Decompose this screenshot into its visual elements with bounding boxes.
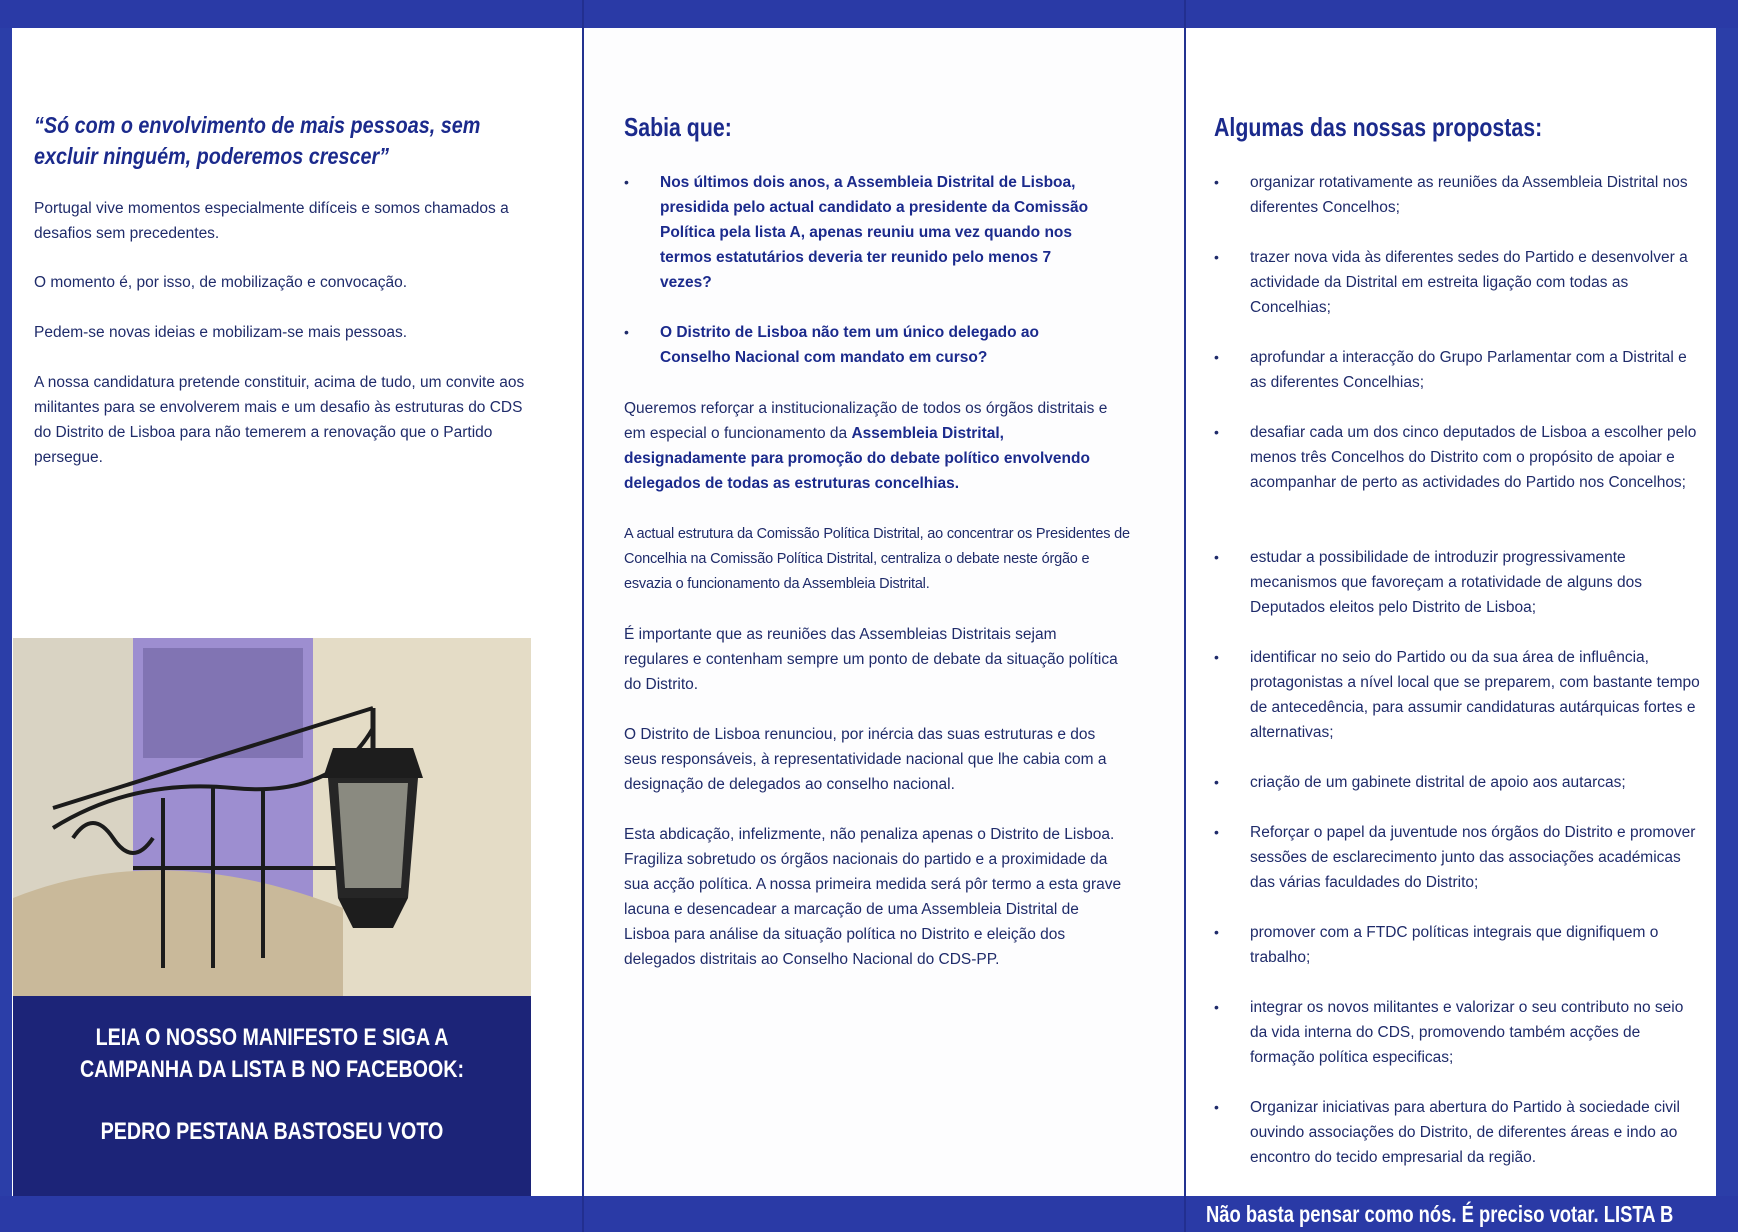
lantern-photo (13, 638, 531, 996)
propostas-title: Algumas das nossas propostas: (1214, 112, 1543, 142)
proposal-text: Reforçar o papel da juventude nos órgãos do Distrito e promover sessões de esclarecimento junto das associações académicas das várias faculdades do Distrito; (1250, 824, 1696, 891)
proposal-item (1214, 345, 1704, 395)
proposal-item (1214, 645, 1704, 745)
bullet-dot-icon: • (1214, 1099, 1219, 1115)
proposal-item (1214, 420, 1704, 495)
middle-panel (584, 28, 1184, 1196)
middle-paragraph-3: É importante que as reuniões das Assembleias Distritais sejam regulares e contenham sempre um ponto de debate da situação política do Distrito. (624, 626, 1118, 693)
fold-line (582, 0, 584, 1232)
proposal-text: promover com a FTDC políticas integrais que dignifiquem o trabalho; (1250, 924, 1659, 966)
bullet-dot-icon: • (1214, 999, 1219, 1015)
proposal-text: integrar os novos militantes e valorizar o seu contributo no seio da vida interna do CDS, promovendo também acções de formação política especificas; (1250, 999, 1684, 1066)
middle-paragraph-4: O Distrito de Lisboa renunciou, por inércia das suas estruturas e dos seus responsáveis, à representatividade nacional que lhe cabia com a designação de delegados ao conselho nacional. (624, 726, 1107, 793)
middle-paragraph-2: A actual estrutura da Comissão Política Distrital, ao concentrar os Presidentes de Concelhia na Comissão Política Distrital, centraliza o debate neste órgão e esvazia o funcionamento da Assembleia Distrital. (624, 526, 1130, 592)
proposal-item (1214, 545, 1704, 620)
sabia-bullet-2-text: O Distrito de Lisboa não tem um único delegado ao Conselho Nacional com mandato em curso? (660, 324, 1039, 366)
quote: “Só com o envolvimento de mais pessoas, sem excluir ninguém, poderemos crescer” (34, 112, 481, 169)
bullet-dot-icon: • (1214, 649, 1219, 665)
proposal-text: estudar a possibilidade de introduzir progressivamente mecanismos que favoreçam a rotatividade de alguns dos Deputados eleitos pelo Distrito de Lisboa; (1250, 549, 1643, 616)
bullet-dot-icon: • (1214, 249, 1219, 265)
proposal-item (1214, 770, 1704, 795)
banner-line-1: LEIA O NOSSO MANIFESTO E SIGA A (95, 1024, 449, 1051)
proposal-item (1214, 245, 1704, 320)
proposal-item (1214, 995, 1704, 1070)
proposal-text: Organizar iniciativas para abertura do Partido à sociedade civil ouvindo associações do Distrito, de diferentes áreas e indo ao encontro do tecido empresarial da região. (1250, 1099, 1680, 1166)
left-panel (12, 28, 582, 1196)
proposal-item (1214, 820, 1704, 895)
proposal-text: trazer nova vida às diferentes sedes do Partido e desenvolver a actividade da Distrital em estreita ligação com todas as Concelhias; (1250, 249, 1688, 316)
intro-paragraph-3: Pedem-se novas ideias e mobilizam-se mais pessoas. (34, 324, 408, 341)
proposal-text: desafiar cada um dos cinco deputados de Lisboa a escolher pelo menos três Concelhos do Distrito com o propósito de apoiar e acompanhar de perto as actividades do Partido nos Concelhos; (1250, 424, 1697, 491)
proposal-text: organizar rotativamente as reuniões da Assembleia Distrital nos diferentes Concelhos; (1250, 174, 1688, 216)
sabia-title: Sabia que: (624, 112, 732, 142)
top-band (0, 0, 1738, 28)
middle-paragraph-5: Esta abdicação, infelizmente, não penaliza apenas o Distrito de Lisboa. Fragiliza sobretudo os órgãos nacionais do partido e a proximidade da sua acção política. A nossa primeira medida será pôr termo a esta grave lacuna e desencadear a marcação de uma Assembleia Distrital de Lisboa para análise da situação política no Distrito e eleição dos delegados distritais ao Conselho Nacional do CDS-PP. (624, 826, 1122, 968)
banner-line-3: PEDRO PESTANA BASTOSEU VOTO (100, 1118, 444, 1145)
sabia-bullet-1 (624, 170, 1144, 295)
bullet-dot-icon: • (624, 324, 629, 340)
bullet-dot-icon: • (1214, 549, 1219, 565)
facebook-banner (13, 996, 531, 1196)
bullet-dot-icon: • (1214, 824, 1219, 840)
proposal-item (1214, 920, 1704, 970)
sabia-bullet-1-text: Nos últimos dois anos, a Assembleia Distrital de Lisboa, presidida pelo actual candidato a presidente da Comissão Política pela lista A, apenas reuniu uma vez quando nos termos estatutários deveria ter reunido pelo menos 7 vezes? (660, 174, 1089, 291)
bullet-dot-icon: • (1214, 424, 1219, 440)
proposal-item (1214, 170, 1704, 220)
intro-paragraph-2: O momento é, por isso, de mobilização e convocação. (34, 274, 408, 291)
middle-paragraph-1-bold: Assembleia Distrital, designadamente para promoção do debate político envolvendo delegados de todas as estruturas concelhias. (624, 425, 1090, 492)
sabia-bullet-2 (624, 320, 1144, 370)
bullet-dot-icon: • (1214, 174, 1219, 190)
lantern-illustration (13, 638, 531, 996)
middle-paragraph-1-start: Queremos reforçar a institucionalização de todos os órgãos distritais e em especial o funcionamento da (624, 400, 1108, 442)
intro-paragraph-4: A nossa candidatura pretende constituir, acima de tudo, um convite aos militantes para se envolverem mais e um desafio às estruturas do CDS do Distrito de Lisboa para não temerem a renovação que o Partido persegue. (34, 374, 525, 466)
proposal-text: identificar no seio do Partido ou da sua área de influência, protagonistas a nível local que se preparem, com bastante tempo de antecedência, para assumir candidaturas autárquicas fortes e alternativas; (1250, 649, 1700, 741)
proposal-item (1214, 1095, 1704, 1170)
bullet-dot-icon: • (624, 174, 629, 190)
right-panel (1186, 28, 1716, 1196)
intro-paragraph-1: Portugal vive momentos especialmente difíceis e somos chamados a desafios sem precedentes. (34, 200, 509, 242)
proposal-text: criação de um gabinete distrital de apoio aos autarcas; (1250, 774, 1626, 791)
bullet-dot-icon: • (1214, 774, 1219, 790)
bullet-dot-icon: • (1214, 924, 1219, 940)
slogan: Não basta pensar como nós. É preciso votar. LISTA B (1206, 1201, 1674, 1227)
bullet-dot-icon: • (1214, 349, 1219, 365)
fold-line (1184, 0, 1186, 1232)
middle-paragraph-1 (624, 396, 1124, 496)
banner-line-2: CAMPANHA DA LISTA B NO FACEBOOK: (79, 1056, 465, 1083)
proposal-text: aprofundar a interacção do Grupo Parlamentar com a Distrital e as diferentes Concelhias; (1250, 349, 1687, 391)
